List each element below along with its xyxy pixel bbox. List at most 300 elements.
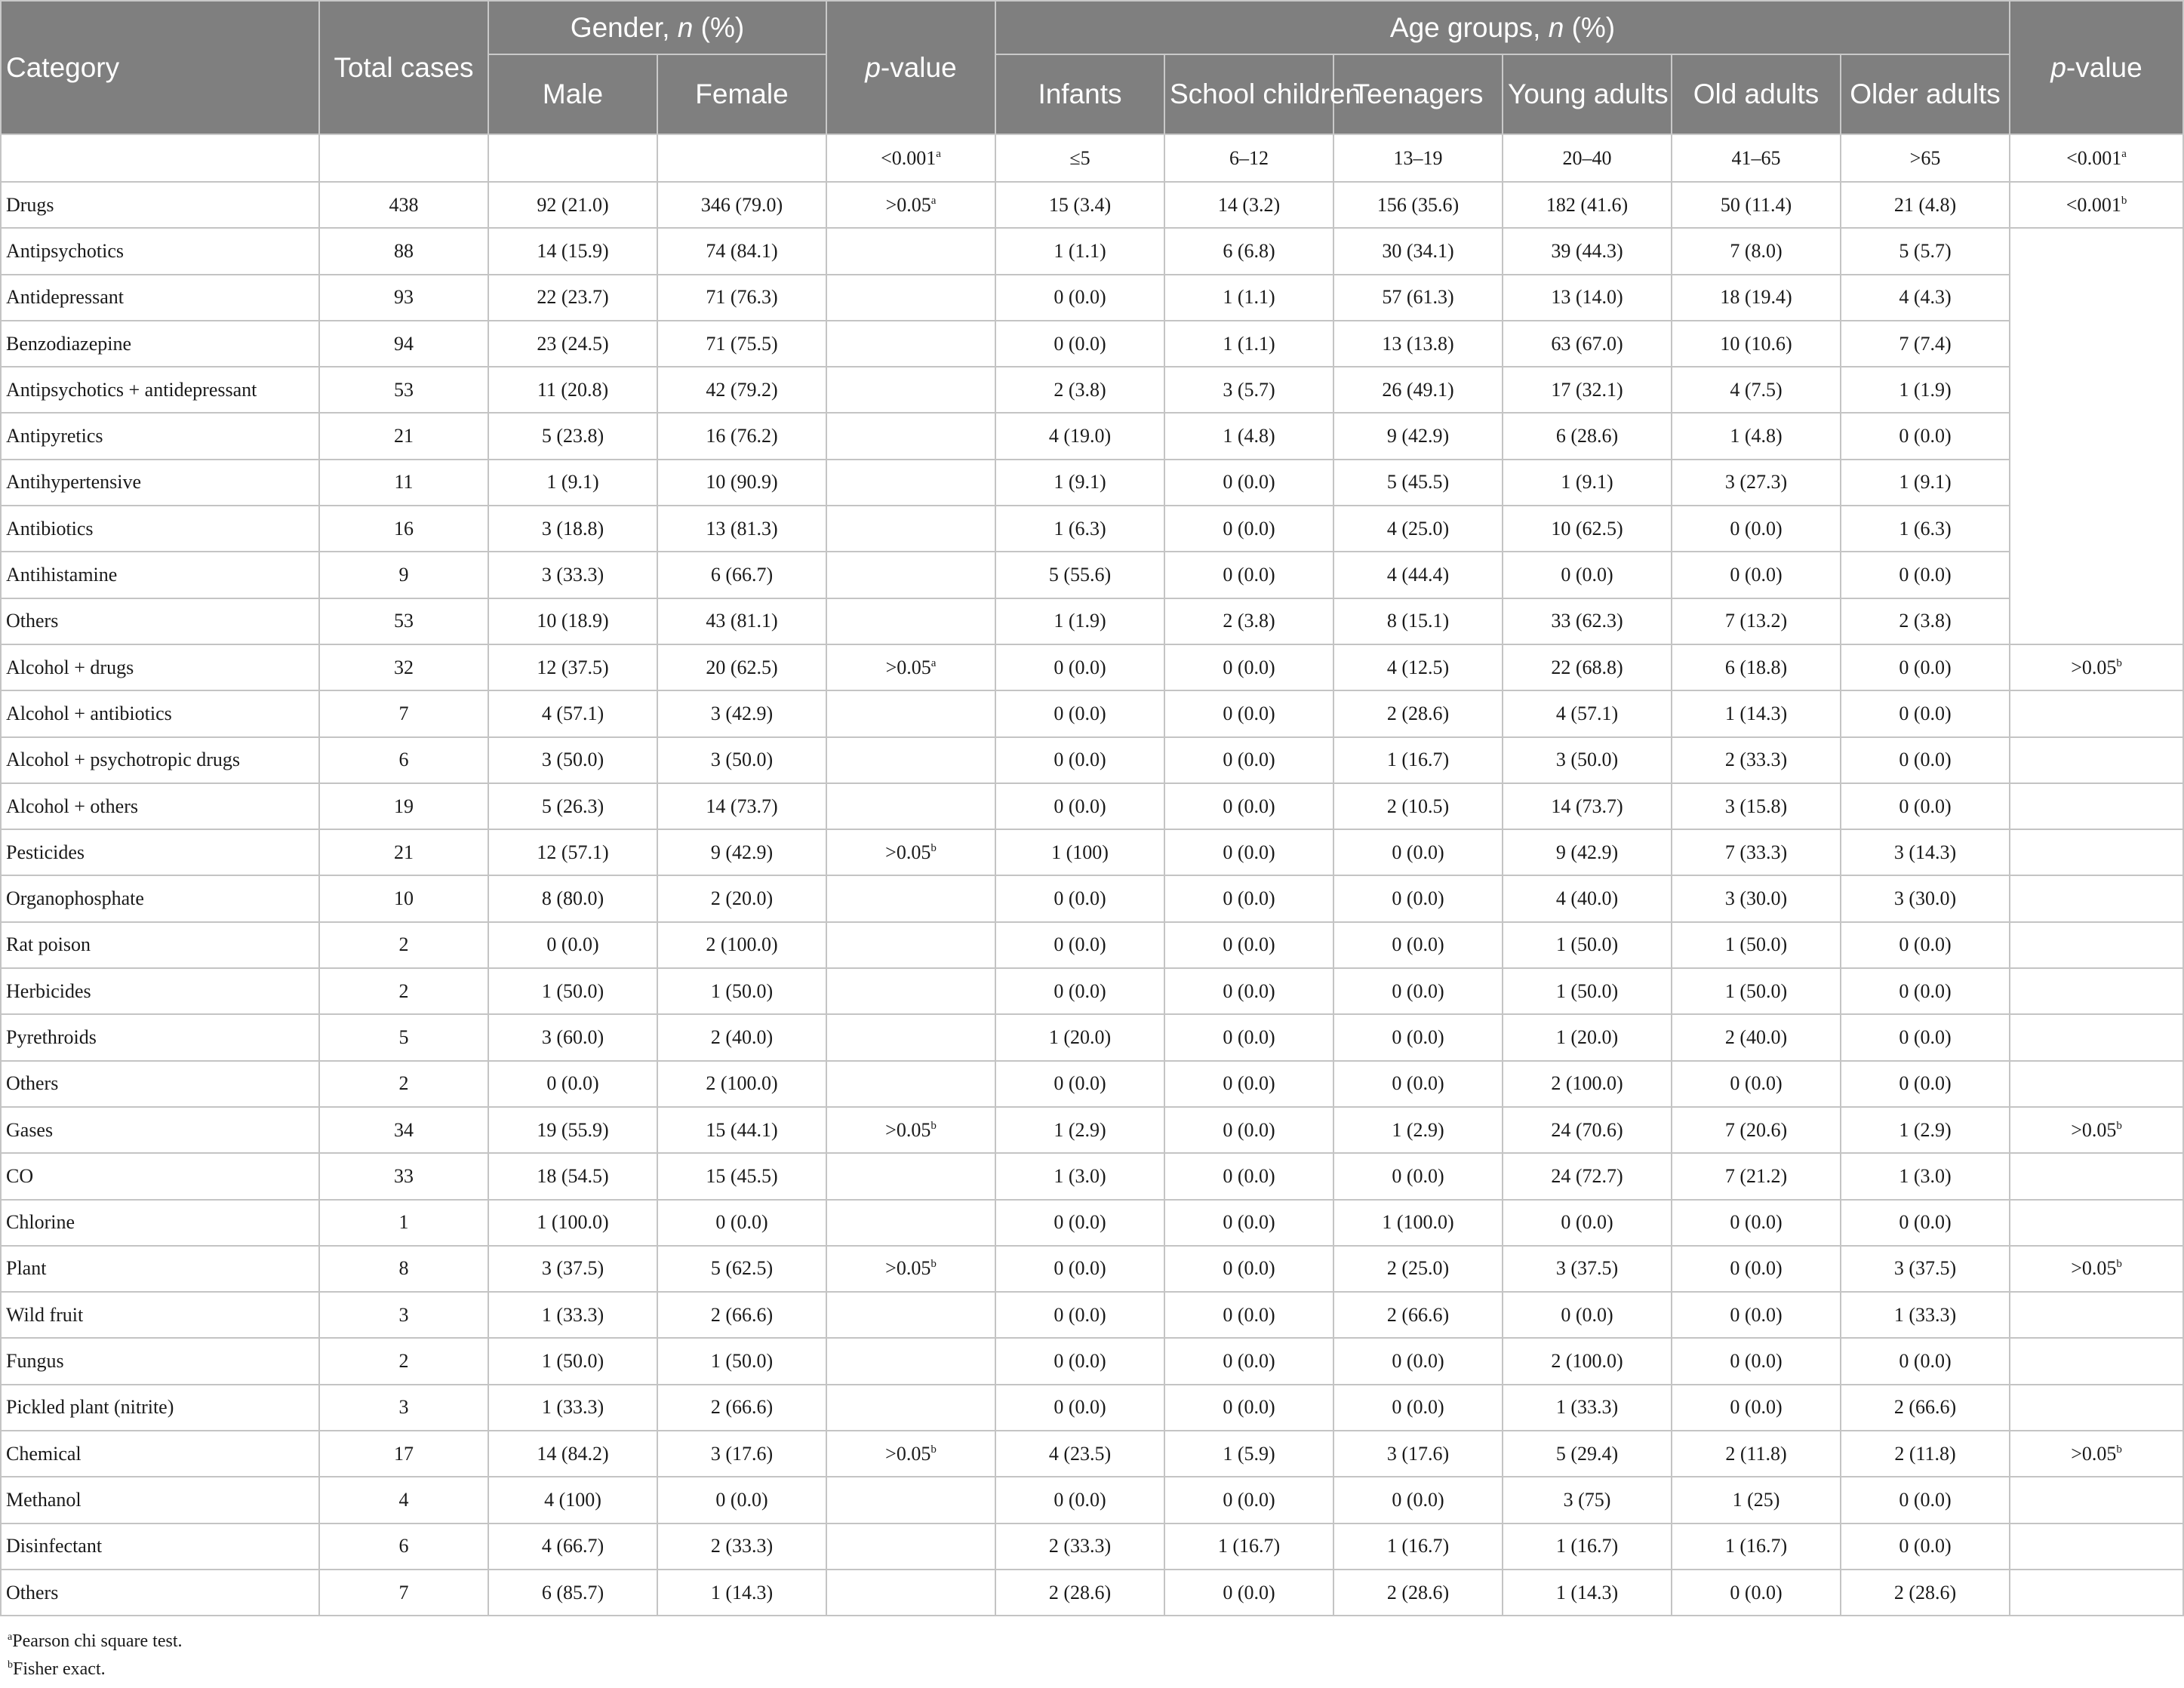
cell-age-old-adults: 1 (50.0) — [1672, 968, 1841, 1014]
cell-age-young-adults: 13 (14.0) — [1503, 275, 1672, 321]
cell-total: 6 — [319, 737, 488, 783]
cell-age-older-adults: 0 (0.0) — [1841, 690, 2010, 736]
range-age-young-adults: 20–40 — [1503, 134, 1672, 182]
cell-male: 10 (18.9) — [488, 598, 657, 644]
cell-age-young-adults: 39 (44.3) — [1503, 228, 1672, 274]
cell-gender-pvalue: >0.05$^a$ — [826, 644, 995, 690]
cell-male: 3 (50.0) — [488, 737, 657, 783]
cell-age-infants: 0 (0.0) — [995, 875, 1164, 921]
cell-female: 10 (90.9) — [657, 460, 826, 506]
subcategory-row — [1, 598, 2183, 644]
category-row — [1, 644, 2183, 690]
cell-age-school-children: 1 (1.1) — [1164, 321, 1333, 367]
cell-age-young-adults: 24 (70.6) — [1503, 1107, 1672, 1153]
cell-age-older-adults: 0 (0.0) — [1841, 552, 2010, 598]
cell-gender-pvalue — [826, 552, 995, 598]
range-age-older-adults: >65 — [1841, 134, 2010, 182]
cell-male: 0 (0.0) — [488, 1061, 657, 1107]
cell-age-teenagers: 5 (45.5) — [1333, 460, 1503, 506]
cell-age-pvalue — [2010, 829, 2183, 875]
cell-age-school-children: 1 (1.1) — [1164, 275, 1333, 321]
cell-total: 5 — [319, 1014, 488, 1060]
row-label: Chemical — [1, 1431, 319, 1477]
cell-age-infants: 0 (0.0) — [995, 1200, 1164, 1246]
cell-age-infants: 2 (33.3) — [995, 1524, 1164, 1570]
cell-age-young-adults: 182 (41.6) — [1503, 182, 1672, 228]
cell-age-infants: 0 (0.0) — [995, 1477, 1164, 1523]
cell-age-infants: 0 (0.0) — [995, 922, 1164, 968]
cell-age-infants: 4 (23.5) — [995, 1431, 1164, 1477]
cell-gender-pvalue — [826, 1524, 995, 1570]
cell-age-old-adults: 1 (50.0) — [1672, 922, 1841, 968]
cell-gender-pvalue — [826, 1014, 995, 1060]
cell-age-teenagers: 1 (16.7) — [1333, 1524, 1503, 1570]
cell-age-infants: 0 (0.0) — [995, 1338, 1164, 1384]
cell-age-young-adults: 10 (62.5) — [1503, 506, 1672, 552]
cell-age-old-adults: 1 (25) — [1672, 1477, 1841, 1523]
cell-age-infants: 1 (9.1) — [995, 460, 1164, 506]
row-label: Disinfectant — [1, 1524, 319, 1570]
category-row — [1, 1246, 2183, 1292]
cell-age-teenagers: 9 (42.9) — [1333, 413, 1503, 459]
cell-age-school-children: 1 (16.7) — [1164, 1524, 1333, 1570]
cell-age-infants: 1 (20.0) — [995, 1014, 1164, 1060]
cell-total: 10 — [319, 875, 488, 921]
cell-age-young-adults: 0 (0.0) — [1503, 1200, 1672, 1246]
cell-female: 2 (100.0) — [657, 1061, 826, 1107]
cell-male: 4 (100) — [488, 1477, 657, 1523]
cell-total: 88 — [319, 228, 488, 274]
subcategory-row — [1, 321, 2183, 367]
cell-age-infants: 0 (0.0) — [995, 1061, 1164, 1107]
row-label: Antihypertensive — [1, 460, 319, 506]
category-row — [1, 829, 2183, 875]
subcategory-row — [1, 413, 2183, 459]
cell-age-school-children: 0 (0.0) — [1164, 1338, 1333, 1384]
cell-total: 94 — [319, 321, 488, 367]
cell-age-older-adults: 3 (37.5) — [1841, 1246, 2010, 1292]
cell-total: 32 — [319, 644, 488, 690]
cell-age-older-adults: 3 (30.0) — [1841, 875, 2010, 921]
cell-age-pvalue — [2010, 1200, 2183, 1246]
cell-age-older-adults: 2 (3.8) — [1841, 598, 2010, 644]
cell-total: 34 — [319, 1107, 488, 1153]
range-empty-female — [657, 134, 826, 182]
cell-age-young-adults: 1 (33.3) — [1503, 1385, 1672, 1431]
cell-age-infants: 2 (3.8) — [995, 367, 1164, 413]
cell-age-older-adults: 2 (28.6) — [1841, 1570, 2010, 1616]
cell-age-pvalue: >0.05$^b$ — [2010, 1107, 2183, 1153]
range-age-old-adults: 41–65 — [1672, 134, 1841, 182]
cell-age-teenagers: 1 (2.9) — [1333, 1107, 1503, 1153]
cell-age-young-adults: 33 (62.3) — [1503, 598, 1672, 644]
footnote-b: $^b$Fisher exact. — [8, 1659, 106, 1679]
cell-male: 6 (85.7) — [488, 1570, 657, 1616]
cell-male: 1 (33.3) — [488, 1385, 657, 1431]
cell-total: 1 — [319, 1200, 488, 1246]
cell-age-infants: 1 (6.3) — [995, 506, 1164, 552]
cell-age-young-adults: 24 (72.7) — [1503, 1153, 1672, 1199]
cell-female: 14 (73.7) — [657, 783, 826, 829]
cell-age-infants: 5 (55.6) — [995, 552, 1164, 598]
cell-age-old-adults: 3 (30.0) — [1672, 875, 1841, 921]
row-label: Methanol — [1, 1477, 319, 1523]
cell-age-older-adults: 4 (4.3) — [1841, 275, 2010, 321]
row-label: Benzodiazepine — [1, 321, 319, 367]
row-label: Antipsychotics — [1, 228, 319, 274]
row-label: Herbicides — [1, 968, 319, 1014]
subcategory-row — [1, 783, 2183, 829]
header-row-1 — [1, 1, 2183, 54]
header-category: Category — [1, 1, 319, 134]
cell-age-pvalue: >0.05$^b$ — [2010, 1246, 2183, 1292]
cell-female: 2 (20.0) — [657, 875, 826, 921]
table-body — [1, 134, 2183, 1616]
cell-female: 71 (76.3) — [657, 275, 826, 321]
cell-age-old-adults: 0 (0.0) — [1672, 1292, 1841, 1338]
subcategory-row — [1, 460, 2183, 506]
cell-gender-pvalue — [826, 367, 995, 413]
cell-gender-pvalue — [826, 1338, 995, 1384]
cell-age-school-children: 0 (0.0) — [1164, 1200, 1333, 1246]
subcategory-row — [1, 968, 2183, 1014]
cell-age-school-children: 0 (0.0) — [1164, 644, 1333, 690]
cell-female: 71 (75.5) — [657, 321, 826, 367]
cell-age-teenagers: 26 (49.1) — [1333, 367, 1503, 413]
cell-age-teenagers: 2 (66.6) — [1333, 1292, 1503, 1338]
cell-male: 12 (57.1) — [488, 829, 657, 875]
cell-age-old-adults: 2 (11.8) — [1672, 1431, 1841, 1477]
cell-age-infants: 0 (0.0) — [995, 1246, 1164, 1292]
cell-age-older-adults: 0 (0.0) — [1841, 413, 2010, 459]
cell-age-teenagers: 0 (0.0) — [1333, 1338, 1503, 1384]
cell-age-school-children: 0 (0.0) — [1164, 1153, 1333, 1199]
row-label: Others — [1, 1570, 319, 1616]
cell-female: 3 (42.9) — [657, 690, 826, 736]
cell-age-old-adults: 0 (0.0) — [1672, 506, 1841, 552]
cell-age-old-adults: 0 (0.0) — [1672, 1200, 1841, 1246]
header-male: Male — [488, 54, 657, 134]
cell-age-teenagers: 0 (0.0) — [1333, 1153, 1503, 1199]
cell-age-older-adults: 2 (66.6) — [1841, 1385, 2010, 1431]
cell-male: 11 (20.8) — [488, 367, 657, 413]
cell-female: 9 (42.9) — [657, 829, 826, 875]
cell-age-infants: 1 (3.0) — [995, 1153, 1164, 1199]
subcategory-row — [1, 552, 2183, 598]
cell-age-young-adults: 4 (57.1) — [1503, 690, 1672, 736]
cell-age-infants: 0 (0.0) — [995, 1385, 1164, 1431]
cell-age-school-children: 0 (0.0) — [1164, 1246, 1333, 1292]
cell-male: 92 (21.0) — [488, 182, 657, 228]
cell-age-pvalue — [2010, 922, 2183, 968]
cell-age-school-children: 0 (0.0) — [1164, 1570, 1333, 1616]
cell-gender-pvalue — [826, 413, 995, 459]
cell-age-school-children: 2 (3.8) — [1164, 598, 1333, 644]
range-row — [1, 134, 2183, 182]
cell-female: 20 (62.5) — [657, 644, 826, 690]
cell-age-school-children: 0 (0.0) — [1164, 1477, 1333, 1523]
cell-gender-pvalue: >0.05$^b$ — [826, 829, 995, 875]
cell-age-school-children: 0 (0.0) — [1164, 922, 1333, 968]
cell-age-school-children: 0 (0.0) — [1164, 1385, 1333, 1431]
cell-age-older-adults: 1 (33.3) — [1841, 1292, 2010, 1338]
row-label: Alcohol + antibiotics — [1, 690, 319, 736]
header-female: Female — [657, 54, 826, 134]
cell-age-pvalue — [2010, 1477, 2183, 1523]
range-age-school-children: 6–12 — [1164, 134, 1333, 182]
cell-age-school-children: 0 (0.0) — [1164, 1292, 1333, 1338]
row-label: Antibiotics — [1, 506, 319, 552]
cell-age-old-adults: 50 (11.4) — [1672, 182, 1841, 228]
subcategory-row — [1, 275, 2183, 321]
cell-age-old-adults: 0 (0.0) — [1672, 1570, 1841, 1616]
cell-age-pvalue: >0.05$^b$ — [2010, 644, 2183, 690]
cell-female: 0 (0.0) — [657, 1200, 826, 1246]
cell-total: 53 — [319, 598, 488, 644]
cell-age-pvalue — [2010, 1524, 2183, 1570]
cell-age-older-adults: 0 (0.0) — [1841, 1200, 2010, 1246]
cell-age-teenagers: 4 (44.4) — [1333, 552, 1503, 598]
cell-age-school-children: 0 (0.0) — [1164, 968, 1333, 1014]
cell-age-young-adults: 1 (16.7) — [1503, 1524, 1672, 1570]
cell-age-school-children: 1 (4.8) — [1164, 413, 1333, 459]
cell-age-infants: 2 (28.6) — [995, 1570, 1164, 1616]
range-gender-pvalue: <0.001$^a$ — [826, 134, 995, 182]
cell-age-pvalue — [2010, 1014, 2183, 1060]
cell-age-pvalue — [2010, 1570, 2183, 1616]
cell-age-teenagers: 2 (28.6) — [1333, 1570, 1503, 1616]
cell-gender-pvalue — [826, 598, 995, 644]
cell-male: 3 (33.3) — [488, 552, 657, 598]
cell-gender-pvalue — [826, 1061, 995, 1107]
subcategory-row — [1, 1153, 2183, 1199]
cell-gender-pvalue — [826, 460, 995, 506]
cell-age-old-adults: 1 (14.3) — [1672, 690, 1841, 736]
cell-age-teenagers: 156 (35.6) — [1333, 182, 1503, 228]
cell-age-teenagers: 0 (0.0) — [1333, 875, 1503, 921]
cell-age-infants: 15 (3.4) — [995, 182, 1164, 228]
cell-total: 9 — [319, 552, 488, 598]
cell-male: 5 (26.3) — [488, 783, 657, 829]
cell-age-older-adults: 0 (0.0) — [1841, 644, 2010, 690]
cell-age-school-children: 14 (3.2) — [1164, 182, 1333, 228]
header-age-teenagers: Teenagers — [1333, 54, 1503, 134]
cell-age-teenagers: 30 (34.1) — [1333, 228, 1503, 274]
row-label: Antipsychotics + antidepressant — [1, 367, 319, 413]
cell-age-teenagers: 0 (0.0) — [1333, 922, 1503, 968]
cell-total: 2 — [319, 968, 488, 1014]
cell-age-teenagers: 1 (100.0) — [1333, 1200, 1503, 1246]
subcategory-row — [1, 506, 2183, 552]
cell-age-young-adults: 4 (40.0) — [1503, 875, 1672, 921]
cell-gender-pvalue — [826, 690, 995, 736]
cell-total: 7 — [319, 690, 488, 736]
cell-age-young-adults: 17 (32.1) — [1503, 367, 1672, 413]
cell-gender-pvalue — [826, 1477, 995, 1523]
cell-male: 1 (33.3) — [488, 1292, 657, 1338]
cell-age-older-adults: 2 (11.8) — [1841, 1431, 2010, 1477]
cell-age-pvalue: <0.001$^b$ — [2010, 182, 2183, 228]
cell-age-school-children: 0 (0.0) — [1164, 690, 1333, 736]
cell-age-pvalue-merged — [2010, 228, 2183, 644]
cell-male: 14 (84.2) — [488, 1431, 657, 1477]
cell-age-old-adults: 1 (16.7) — [1672, 1524, 1841, 1570]
cell-age-pvalue — [2010, 737, 2183, 783]
cell-male: 3 (18.8) — [488, 506, 657, 552]
cell-total: 33 — [319, 1153, 488, 1199]
cell-female: 2 (33.3) — [657, 1524, 826, 1570]
header-gender: Gender, n (%) — [488, 1, 826, 54]
cell-age-infants: 0 (0.0) — [995, 737, 1164, 783]
cell-female: 346 (79.0) — [657, 182, 826, 228]
range-age-infants: ≤5 — [995, 134, 1164, 182]
cell-female: 1 (14.3) — [657, 1570, 826, 1616]
row-label: Alcohol + drugs — [1, 644, 319, 690]
cell-age-older-adults: 1 (9.1) — [1841, 460, 2010, 506]
row-label: Drugs — [1, 182, 319, 228]
cell-age-teenagers: 4 (12.5) — [1333, 644, 1503, 690]
cell-gender-pvalue: >0.05$^b$ — [826, 1107, 995, 1153]
cell-female: 13 (81.3) — [657, 506, 826, 552]
cell-age-old-adults: 3 (27.3) — [1672, 460, 1841, 506]
row-label: Alcohol + others — [1, 783, 319, 829]
subcategory-row — [1, 1292, 2183, 1338]
cell-age-infants: 0 (0.0) — [995, 783, 1164, 829]
cell-gender-pvalue — [826, 737, 995, 783]
cell-age-young-adults: 9 (42.9) — [1503, 829, 1672, 875]
cell-female: 43 (81.1) — [657, 598, 826, 644]
subcategory-row — [1, 737, 2183, 783]
range-empty-male — [488, 134, 657, 182]
cell-age-teenagers: 0 (0.0) — [1333, 1014, 1503, 1060]
cell-age-older-adults: 0 (0.0) — [1841, 968, 2010, 1014]
cell-female: 42 (79.2) — [657, 367, 826, 413]
cell-age-teenagers: 0 (0.0) — [1333, 1477, 1503, 1523]
subcategory-row — [1, 690, 2183, 736]
cell-total: 6 — [319, 1524, 488, 1570]
cell-age-older-adults: 21 (4.8) — [1841, 182, 2010, 228]
cell-age-pvalue — [2010, 968, 2183, 1014]
cell-age-old-adults: 7 (33.3) — [1672, 829, 1841, 875]
header-total-cases: Total cases — [319, 1, 488, 134]
cell-age-school-children: 0 (0.0) — [1164, 829, 1333, 875]
cell-male: 5 (23.8) — [488, 413, 657, 459]
cell-age-pvalue — [2010, 875, 2183, 921]
cell-female: 16 (76.2) — [657, 413, 826, 459]
cell-age-older-adults: 0 (0.0) — [1841, 783, 2010, 829]
cell-age-older-adults: 0 (0.0) — [1841, 737, 2010, 783]
cell-age-infants: 0 (0.0) — [995, 968, 1164, 1014]
cell-age-young-adults: 0 (0.0) — [1503, 1292, 1672, 1338]
row-label: Antipyretics — [1, 413, 319, 459]
cell-age-older-adults: 3 (14.3) — [1841, 829, 2010, 875]
cell-age-teenagers: 0 (0.0) — [1333, 829, 1503, 875]
cell-gender-pvalue — [826, 783, 995, 829]
header-age-school-children: School children — [1164, 54, 1333, 134]
cell-age-old-adults: 1 (4.8) — [1672, 413, 1841, 459]
range-empty-total — [319, 134, 488, 182]
cell-male: 3 (60.0) — [488, 1014, 657, 1060]
cell-age-pvalue — [2010, 1292, 2183, 1338]
cell-age-older-adults: 7 (7.4) — [1841, 321, 2010, 367]
cell-age-teenagers: 0 (0.0) — [1333, 1061, 1503, 1107]
cell-age-young-adults: 3 (50.0) — [1503, 737, 1672, 783]
row-label: Pickled plant (nitrite) — [1, 1385, 319, 1431]
row-label: Pesticides — [1, 829, 319, 875]
row-label: Antidepressant — [1, 275, 319, 321]
cell-age-older-adults: 0 (0.0) — [1841, 1477, 2010, 1523]
cell-age-teenagers: 2 (28.6) — [1333, 690, 1503, 736]
subcategory-row — [1, 1477, 2183, 1523]
range-age-pvalue: <0.001$^a$ — [2010, 134, 2183, 182]
cell-age-teenagers: 4 (25.0) — [1333, 506, 1503, 552]
cell-gender-pvalue — [826, 1292, 995, 1338]
cell-age-old-adults: 0 (0.0) — [1672, 1385, 1841, 1431]
cell-female: 1 (50.0) — [657, 968, 826, 1014]
cell-age-young-adults: 1 (50.0) — [1503, 922, 1672, 968]
cell-age-older-adults: 0 (0.0) — [1841, 1014, 2010, 1060]
cell-total: 17 — [319, 1431, 488, 1477]
cell-female: 2 (100.0) — [657, 922, 826, 968]
cell-age-older-adults: 5 (5.7) — [1841, 228, 2010, 274]
cell-age-older-adults: 0 (0.0) — [1841, 1061, 2010, 1107]
cell-total: 2 — [319, 1061, 488, 1107]
cell-age-old-adults: 10 (10.6) — [1672, 321, 1841, 367]
cell-female: 2 (40.0) — [657, 1014, 826, 1060]
header-age-infants: Infants — [995, 54, 1164, 134]
header-age-young-adults: Young adults — [1503, 54, 1672, 134]
row-label: Chlorine — [1, 1200, 319, 1246]
cell-total: 7 — [319, 1570, 488, 1616]
cell-age-school-children: 0 (0.0) — [1164, 1014, 1333, 1060]
cell-gender-pvalue — [826, 1570, 995, 1616]
subcategory-row — [1, 1338, 2183, 1384]
footnote-a: $^a$Pearson chi square test. — [8, 1631, 183, 1651]
cell-age-teenagers: 57 (61.3) — [1333, 275, 1503, 321]
cell-age-school-children: 0 (0.0) — [1164, 460, 1333, 506]
cell-age-pvalue — [2010, 1061, 2183, 1107]
cell-age-old-adults: 0 (0.0) — [1672, 1246, 1841, 1292]
header-age-old-adults: Old adults — [1672, 54, 1841, 134]
cell-age-teenagers: 2 (10.5) — [1333, 783, 1503, 829]
cell-age-school-children: 0 (0.0) — [1164, 737, 1333, 783]
cell-age-school-children: 0 (0.0) — [1164, 506, 1333, 552]
cell-age-teenagers: 2 (25.0) — [1333, 1246, 1503, 1292]
cell-total: 16 — [319, 506, 488, 552]
cell-male: 1 (50.0) — [488, 1338, 657, 1384]
cell-gender-pvalue — [826, 506, 995, 552]
cell-gender-pvalue — [826, 968, 995, 1014]
cell-gender-pvalue — [826, 875, 995, 921]
cell-total: 11 — [319, 460, 488, 506]
header-age-pvalue: p-value — [2010, 1, 2183, 134]
cell-female: 1 (50.0) — [657, 1338, 826, 1384]
cell-gender-pvalue — [826, 1200, 995, 1246]
cell-age-pvalue — [2010, 1385, 2183, 1431]
cell-age-infants: 0 (0.0) — [995, 644, 1164, 690]
cell-male: 22 (23.7) — [488, 275, 657, 321]
cell-age-old-adults: 7 (13.2) — [1672, 598, 1841, 644]
cell-age-old-adults: 7 (20.6) — [1672, 1107, 1841, 1153]
cell-age-school-children: 3 (5.7) — [1164, 367, 1333, 413]
cell-age-young-adults: 5 (29.4) — [1503, 1431, 1672, 1477]
row-label: Gases — [1, 1107, 319, 1153]
cell-age-infants: 0 (0.0) — [995, 690, 1164, 736]
subcategory-row — [1, 367, 2183, 413]
category-row — [1, 182, 2183, 228]
subcategory-row — [1, 228, 2183, 274]
cell-female: 6 (66.7) — [657, 552, 826, 598]
